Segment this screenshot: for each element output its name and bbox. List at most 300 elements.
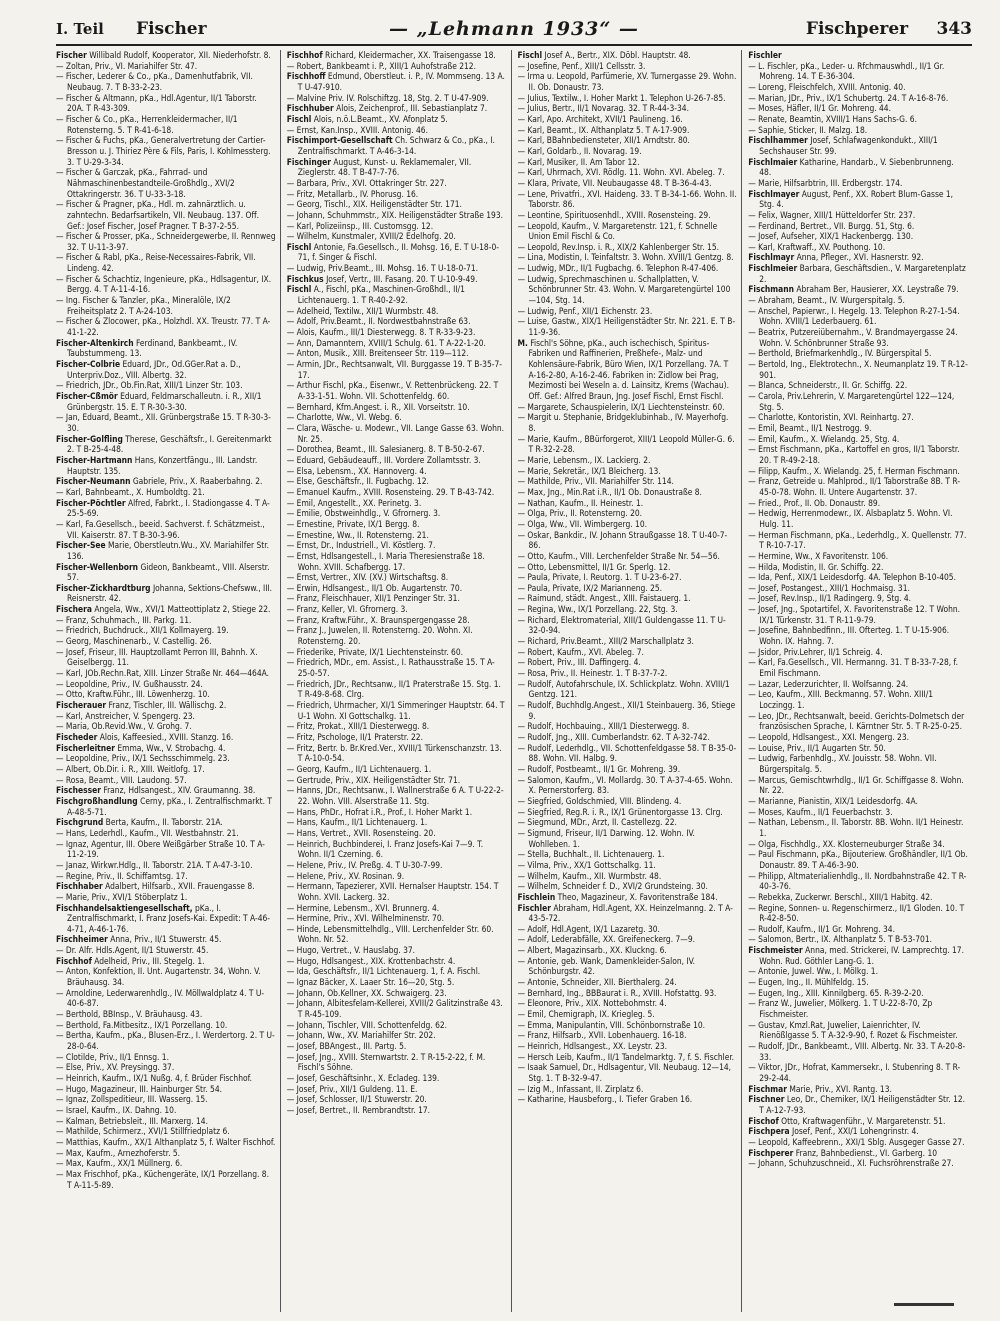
directory-entry: — Sigmund, Friseur, II/1 Darwing. 12. Wohn. IV. Wohlleben. 1.: [517, 827, 695, 849]
directory-entry: — Berthold, Fa.Mitbesitz., IX/1 Porzellang. 10.: [56, 1019, 228, 1030]
directory-entry: — Carola, Priv.Lehrerin, V. Margaretengürtel 122—124, Stg. 5.: [748, 391, 955, 412]
directory-entry: — Felix, Wagner, XIII/1 Hütteldorfer Str. 237.: [748, 209, 916, 220]
directory-entry: — Karl, Anstreicher, V. Spengerg. 23.: [56, 710, 195, 721]
directory-entry: — Karl, Uhrmach, XVI. Rödlg. 11. Wohn. XVI. Abeleg. 7.: [517, 167, 725, 178]
directory-entry: — Rebekka, Zuckerwr. Berschl., XIII/1 Habitg. 42.: [748, 891, 933, 902]
directory-entry: — Emanuel Kaufm., XVIII. Rosensteing. 29. T B-43-742.: [286, 486, 495, 497]
directory-entry: — Salomon, Kaufm., VI. Mollardg. 30. T A-37-4-65. Wohn. X. Pernerstorferg. 83.: [517, 774, 733, 796]
directory-entry: — Dorothea, Beamt., III. Salesianerg. 8. T B-50-2-67.: [286, 444, 485, 455]
directory-entry: — Leo, JDr., Rechtsanwalt, beeid. Gerichts-Dolmetsch der französischen Sprache, I. Kärntner Str. 5. T R-25-0-25.: [748, 710, 965, 732]
directory-entry: — Ernestine, Private, IX/1 Bergg. 8.: [286, 518, 420, 529]
directory-entry: — Hans, Vertret., XVII. Rosensteing. 20.: [286, 827, 436, 838]
directory-entry: — Fischer & Garczak, pKa., Fahrrad- und Nähmaschinenbestandteile-Großhdlg., XVI/2 Ottakringerstr. 36. T U-33-3-18.: [56, 167, 235, 199]
directory-entry: — Josef, Priv., XII/1 Guldeng. 11. E.: [286, 1083, 418, 1094]
directory-entry: Fischer-Zickhardtburg Johanna, Sektions-Chefsww., III. Reisnerstr. 42.: [56, 582, 273, 604]
directory-entry: — Paula, Private, IX/2 Marianneng. 25.: [517, 582, 663, 593]
directory-entry: — Leopold, Kaffeebrenn., XXI/1 Sblg. Ausgeger Gasse 27.: [748, 1136, 965, 1147]
directory-entry: — Fritz, Bertr. b. Br.Kred.Ver., XVIII/1 Türkenschanzstr. 13. T A-10-0-54.: [286, 742, 502, 764]
directory-entry: — Clara, Wäsche- u. Modewr., VII. Lange Gasse 63. Wohn. Nr. 25.: [286, 422, 505, 444]
directory-entry: — Hugo, Magazineur, III. Hainburger Str. 54.: [56, 1083, 223, 1094]
directory-entry: — Eleonore, Priv., XIX. Nottebohmstr. 4.: [517, 998, 667, 1009]
directory-entry: Fischler Abraham, Hdl.Agent, XX. Heinzelmanng. 2. T A-43-5-72.: [517, 902, 733, 924]
directory-entry: — Abraham, Beamt., IV. Wurgerspitalg. 5.: [748, 295, 905, 306]
directory-entry: Fischer-Neumann Gabriele, Priv., X. Raaberbahng. 2.: [56, 476, 263, 487]
directory-entry: — Israel, Kaufm., IX. Dahng. 10.: [56, 1104, 177, 1115]
directory-entry: Fischheimer Anna, Priv., II/1 Stuwerstr. 45.: [56, 934, 222, 945]
directory-entry: — Lene, Privatfri., XVI. Haideng. 33. T B-34-1-66. Wohn. II. Taborstr. 86.: [517, 188, 737, 210]
directory-entry: — Anton, Konfektion, II. Unt. Augartenstr. 34, Wohn. V. Bräuhausg. 34.: [56, 966, 261, 988]
directory-entry: — Leontine, Spirituosenhdl., XVIII. Rosensteing. 29.: [517, 209, 711, 220]
directory-entry: — Marie, Hilfsarbtrin, III. Erdbergstr. 174.: [748, 177, 903, 188]
directory-entry: — Franz, Getreide u. Mahlprod., II/1 Taborstraße 8B. T R-45-0-78. Wohn. II. Untere Augartenstr. 37.: [748, 476, 961, 497]
section-label: I. Teil: [56, 20, 104, 38]
directory-entry: — Karl, Polizeiinsp., III. Customsgg. 12.: [286, 220, 434, 231]
directory-entry: — Zoltan, Priv., VI. Mariahilfer Str. 47.: [56, 60, 198, 71]
right-catchword: Fischperer: [805, 19, 909, 39]
directory-entry: — Hanns, JDr., Rechtsanw., I. Wallnerstraße 6 A. T U-22-2-22. Wohn. VIII. Alserstraße 11. Stg.: [286, 785, 504, 806]
directory-entry: — Johann, Ww., XV. Mariahilfer Str. 202.: [286, 1030, 436, 1041]
directory-entry: Fischl Alois, n.ö.L.Beamt., XV. Afonplatz 5.: [286, 113, 448, 124]
directory-entry: — Friedrich, Buchdruck., XII/1 Kollmayerg. 19.: [56, 625, 229, 636]
directory-entry: — Friedrich, JDr., Ob.Fin.Rat, XIII/1 Linzer Str. 103.: [56, 380, 243, 391]
directory-entry: — Rudolf, Jng., XIII. Cumberlandstr. 62. T A-32-742.: [517, 732, 710, 742]
directory-entry: — Eugen, Ing., XIII. Kinnilgberg. 65. R-39-2-20.: [748, 987, 924, 998]
directory-entry: — Otto, Kaufm., VIII. Lerchenfelder Straße Nr. 54—56.: [517, 550, 720, 561]
directory-entry: — Hermine, Priv., XVI. Wilhelminenstr. 70.: [286, 913, 445, 924]
directory-entry: Fischer Willibald Rudolf, Kooperator, XII. Niederhofstr. 8.: [56, 50, 271, 60]
directory-entry: — Filipp, Kaufm., X. Wielandg. 25, f. Herman Fischmann.: [748, 465, 960, 476]
directory-entry: — Josef, Aufseher, XIX/1 Hackenbergg. 130.: [748, 231, 914, 242]
directory-entry: Fischmeister Anna, med. Strickerei, IV. Lamprechtg. 17. Wohn. Rud. Göthler Lang-G. 1.: [748, 945, 964, 966]
directory-entry: — Klara, Private, VII. Neubaugasse 48. T B-36-4-43.: [517, 177, 712, 188]
directory-entry: Fischl A., Fischl, pKa., Maschinen-Großhdl., II/1 Lichtenauerg. 1. T R-40-2-92.: [286, 284, 465, 306]
directory-entry: — Leopold, Kaufm., V. Margaretenstr. 121, f. Schnelle Union Emil Fischl & Co.: [517, 220, 718, 242]
directory-entry: — Hans, Kaufm., II/1 Lichtenauerg. 1.: [286, 817, 428, 828]
directory-entry: — Heinrich, Kaufm., IX/1 Nußg. 4, f. Brüder Fischhof.: [56, 1073, 253, 1083]
directory-entry: — Ludwig, Sprechmaschinen u. Schallplatten, V. Schönbrunner Str. 43. Wohn. V. Margaretengürtel 100—104, Stg. 14.: [517, 273, 731, 306]
directory-entry: — Ludwig, Farbenhdlg., XV. Jouisstr. 58. Wohn. VII. Bürgerspitalg. 5.: [748, 753, 937, 774]
directory-entry: — Eduard, Gebäudeauff., III. Vordere Zollamtsstr. 3.: [286, 454, 481, 465]
directory-entry: — Hugo, Vertret., V. Hauslabg. 37.: [286, 945, 416, 956]
directory-entry: Fischerleitner Emma, Ww., V. Strobachg. 4.: [56, 742, 226, 753]
directory-entry: Fischgrund Berta, Kaufm., II. Taborstr. 21A.: [56, 817, 223, 828]
directory-entry: — Johann, Schuhzuschneid., XI. Fuchsröhrenstraße 27.: [748, 1158, 954, 1169]
directory-entry: — Karl, Musiker, II. Am Tabor 12.: [517, 156, 640, 167]
directory-entry: Fischlmaier Katharine, Handarb., V. Siebenbrunneng. 48.: [748, 156, 954, 178]
directory-entry: — Nathan, Lebensm., II. Taborstr. 8B. Wohn. II/1 Heinestr. 1.: [748, 817, 964, 838]
directory-entry: — Helene, Priv., XV. Rosinan. 9.: [286, 870, 405, 881]
directory-entry: — Ernst, Dr., Industriell., VI. Köstlerg. 7.: [286, 540, 436, 551]
directory-entry: — Bertha, Kaufm., pKa., Blusen-Erz., I. Werdertorg. 2. T U-28-0-64.: [56, 1030, 275, 1052]
directory-entry: — Fischer & Zlocower, pKa., Holzhdl. XX. Treustr. 77. T A-41-1-22.: [56, 316, 271, 338]
directory-entry: — Maria, Ob.Revid.Ww., V. Grohg. 7.: [56, 721, 192, 732]
directory-entry: — Emma, Manipulantin, VIII. Schönbornstraße 10.: [517, 1019, 706, 1030]
directory-entry: — Siegmund, MDr., Arzt, II. Castellezg. 22.: [517, 817, 677, 828]
directory-entry: Fischner Leo, Dr., Chemiker, IX/1 Heiligenstädter Str. 12. T A-12-7-93.: [748, 1094, 966, 1115]
column-4: [748, 50, 972, 1312]
directory-entry: — Karl, Fa.Gesellsch., VII. Hermanng. 31. T B-33-7-28, f. Emil Fischmann.: [748, 657, 958, 679]
directory-entry: — Hans, PhDr., Hofrat i.R., Prof., I. Hoher Markt 1.: [286, 806, 473, 817]
directory-entry: Fischlhammer Josef, Schlafwagenkondukt., XIII/1 Sechshauser Str. 99.: [748, 135, 938, 156]
directory-entry: — Rudolf, Lederhdlg., VII. Schottenfeldgasse 58. T B-35-0-88. Wohn. VII. Halbg. 9.: [517, 742, 737, 764]
directory-entry: — Ing. Fischer & Tanzler, pKa., Mineralöle, IX/2 Freiheitsplatz 2. T A-24-103.: [56, 295, 231, 316]
column-3: [518, 50, 743, 1312]
directory-entry: — Bernhard, Ing., BBBaurat i. R., XVIII. Hofstattg. 93.: [517, 987, 717, 998]
directory-entry: — Josef, Jng., XVIII. Sternwartstr. 2. T R-15-2-22, f. M. Fischl's Söhne.: [286, 1051, 486, 1073]
directory-entry: — Adolf, Priv.Beamt., II. Nordwestbahnstraße 63.: [286, 316, 471, 327]
directory-entry: Fischer-Pöchtler Alfred, Fabrkt., I. Stadiongasse 4. T A-25-5-69.: [56, 497, 270, 519]
directory-entry: M. Fischl's Söhne, pKa., auch ischechisch, Spiritus-Fabriken und Raffinerien, Preßhefe-, Malz- und Kohlensäure-Fabrik, Büro Wien, IX/1 Porzellang. 7A. T A-16-2-80, A-16-2-46. Fabriken in: Zidlow bei Prag, Mezimosti bei Weseln a. d. Lainsitz, Krems (Wachau). Off. Gef.: Alfred Braun, Jng. Josef Fischl, Ernst Fischl.: [517, 337, 729, 401]
directory-entry: Fischera Angela, Ww., XVI/1 Matteottiplatz 2, Stiege 22.: [56, 604, 271, 615]
directory-entry: — Marie, Sekretär., IX/1 Bleicherg. 13.: [517, 465, 661, 476]
directory-entry: — Josef, Rev.Insp., II/1 Radingerg. 9, Stg. 4.: [748, 593, 912, 604]
directory-entry: Fischkus Josef, Vertr., III. Fasang. 20. T U-10-9-49.: [286, 273, 478, 284]
directory-entry: — Georg, Tischl., XIX. Heiligenstädter Str. 171.: [286, 199, 462, 210]
directory-entry: — L. Fischler, pKa., Leder- u. Rfchmauswhdl., II/1 Gr. Mohreng. 14. T E-36-304.: [748, 60, 945, 82]
directory-entry: — Emil, Chemigraph, IX. Kriegleg. 5.: [517, 1009, 655, 1020]
directory-entry: — Rudolf, Kaufm., II/1 Gr. Mohreng. 34.: [748, 923, 895, 934]
directory-entry: — Stella, Buchhalt., II. Lichtenauerg. 1.: [517, 849, 665, 860]
directory-entry: — Malvine Priv. IV. Rolschiftzg. 18, Stg. 2. T U-47-909.: [286, 92, 489, 103]
directory-entry: — Olga, Fischhdlg., XX. Klosterneuburger Straße 34.: [748, 838, 945, 849]
directory-entry: — Karl, Goldarb., II. Novarag. 19.: [517, 145, 642, 156]
directory-entry: — Johann, Albitesfelam-Kellerei, XVIII/2 Galitzinstraße 43. T R-45-109.: [286, 998, 503, 1020]
directory-entry: — Georg, Kaufm., II/1 Lichtenauerg. 1.: [286, 763, 432, 774]
directory-entry: — Ernst, Vertrer., XIV. (XV.) Wirtschaftsg. 8.: [286, 572, 449, 583]
directory-entry: — Hilda, Modistin, II. Gr. Schiffg. 22.: [748, 561, 884, 572]
directory-entry: — Julius, Textilw., I. Hoher Markt 1. Telephon U-26-7-85.: [517, 92, 726, 103]
directory-entry: — Arthur Fischl, pKa., Eisenwr., V. Rettenbrückeng. 22. T A-33-1-51. Wohn. VII. Schottenfeldg. 60.: [286, 380, 499, 401]
directory-entry: — Bernhard, Kfm.Angest. i. R., XII. Vorseitstr. 10.: [286, 401, 470, 412]
directory-entry: — Loreng, Fleischfelch, XVIII. Antonig. 40.: [748, 81, 906, 92]
directory-entry: — Luise, Gastw., XIX/1 Heiligenstädter Str. Nr. 221. E. T B-11-9-36.: [517, 316, 736, 338]
directory-entry: — Fritz, Pschologe, II/1 Praterstr. 22.: [286, 732, 423, 742]
directory-entry: — Josefine, Penf., XIII/1 Cellsstr. 3.: [517, 60, 646, 71]
directory-entry: — Mathilde, Priv., VII. Mariahilfer Str. 114.: [517, 476, 674, 487]
directory-entry: — Ann, Damanntern, XVIII/1 Schulg. 61. T A-22-1-20.: [286, 337, 486, 348]
directory-entry: — Max, Kaufm., Arnezhoferstr. 5.: [56, 1147, 181, 1158]
directory-entry: — Renate, Beamtin, XVIII/1 Hans Sachs-G. 6.: [748, 113, 917, 124]
directory-entry: — Friederike, Private, IX/1 Liechtensteinstr. 60.: [286, 646, 464, 657]
directory-entry: — Marie, Priv., XVI/1 Stöberplatz 1.: [56, 891, 188, 902]
directory-entry: — Rudolf, Postbeamt., II/1 Gr. Mohreng. 39.: [517, 763, 681, 774]
directory-entry: — Josef, Geschäftsinhr., X. Ecladeg. 139.: [286, 1073, 440, 1083]
directory-entry: Fischlmayr Anna, Pfleger., XVI. Hasnerstr. 92.: [748, 252, 924, 263]
directory-entry: — Josef, Postangest., XIII/1 Hochmaisg. 31.: [748, 582, 910, 593]
directory-entry: Fischhuber Alois, Zeichenprof., III. Sebastianplatz 7.: [286, 103, 488, 114]
directory-entry: — Janaz, Wirkwr.Hdlg., II. Taborstr. 21A. T A-47-3-10.: [56, 859, 253, 870]
directory-entry: — Emil, Kaufm., X. Wielandg. 25, Stg. 4.: [748, 433, 900, 444]
directory-entry: — Nathan, Kaufm., II. Heinestr. 1.: [517, 497, 644, 508]
directory-entry: — Blanca, Schneiderstr., II. Gr. Schiffg. 22.: [748, 380, 908, 391]
directory-entry: — Franz, Hilfsarb., XVII. Lobenhauerg. 16-18.: [517, 1030, 687, 1041]
directory-entry: — Richard, Elektromaterial, XIII/1 Guldengasse 11. T U-32-0-94.: [517, 614, 726, 636]
directory-entry: — Robert, Bankbeamt i. P., XIII/1 Auhofstraße 212.: [286, 60, 476, 71]
directory-entry: — Izig M., Infassant, II. Zirplatz 6.: [517, 1083, 644, 1094]
directory-entry: — Robert, Priv., III. Daffingerg. 4.: [517, 657, 641, 668]
directory-entry: — Fischer & Prosser, pKa., Schneidergewerbe, II. Rennweg 32. T U-11-3-97.: [56, 231, 276, 252]
directory-entry: — Max, Kaufm., XX/1 Müllnerg. 6.: [56, 1158, 183, 1169]
directory-entry: — Hinde, Lebensmittelhdlg., VIII. Lerchenfelder Str. 60. Wohn. Nr. 52.: [286, 923, 494, 945]
directory-entry: Fischesser Franz, Hdlsangest., XIV. Graumanng. 38.: [56, 785, 256, 796]
directory-entry: — Katharine, Hausbeforg., I. Tiefer Graben 16.: [517, 1094, 693, 1105]
directory-entry: — Fischer & Co., pKa., Herrenkleidermacher, II/1 Rotensterng. 5. T R-41-6-18.: [56, 113, 238, 135]
directory-entry: — Adelheid, Textilw., XII/1 Wurmbstr. 48.: [286, 305, 439, 316]
directory-entry: — Marian, JDr., Priv., IX/1 Schubertg. 24. T A-16-8-76.: [748, 92, 949, 103]
directory-entry: — Olga, Priv., II. Rotensterng. 20.: [517, 508, 643, 519]
directory-entry: — Siegfried, Goldschmied, VIII. Blindeng. 4.: [517, 795, 682, 806]
column-2: [287, 50, 512, 1312]
left-catchword: Fischer: [136, 19, 207, 39]
directory-entry: — Jsidor, Priv.Lehrer, II/1 Schreig. 4.: [748, 646, 883, 657]
directory-entry: — Isaak Samuel, Dr., Hdlsagentur, VII. Neubaug. 12—14, Stg. 1. T B-32-9-47.: [517, 1062, 732, 1083]
directory-entry: — Dr. Alfr. Hdls.Agent, II/1 Stuwerstr. 45.: [56, 945, 209, 956]
directory-entry: — Moses, Kaufm., II/1 Feuerbachstr. 3.: [748, 806, 893, 817]
page-title: — „Lehmann 1933“ —: [389, 18, 639, 40]
directory-entry: — Karl, BBahnbediensteter, XII/1 Arndtstr. 80.: [517, 135, 690, 146]
directory-entry: Fischhof Adelheid, Priv., III. Stegelg. 1.: [56, 955, 205, 966]
end-rule: [894, 1303, 954, 1306]
directory-entry: — Heinrich, Hdlsangest., XX. Leystr. 23.: [517, 1041, 668, 1052]
directory-entry: — Wilhelm, Kunstmaler, XVIII/2 Edelhofg. 20.: [286, 231, 456, 242]
directory-entry: — Friedrich, Uhrmacher, XI/1 Simmeringer Hauptstr. 64. T U-1 Wohn. XI Gottschalkg. 11.: [286, 700, 505, 721]
directory-entry: — Johann, Schuhmmstr., XIX. Heiligenstädter Straße 193.: [286, 209, 504, 220]
directory-entry: — Karl, Bahnbeamt., X. Humboldtg. 21.: [56, 486, 205, 497]
directory-entry: — Friedrich, MDr., em. Assist., I. Rathausstraße 15. T A-25-0-57.: [286, 657, 495, 679]
page-number: 343: [936, 19, 972, 39]
directory-entry: — Hermann, Tapezierer, XVII. Hernalser Hauptstr. 154. T Wohn. XVII. Lackerg. 32.: [286, 881, 499, 902]
directory-entry: — Julius, Bertr., II/1 Novarag. 32. T R-44-3-34.: [517, 103, 689, 114]
directory-entry: — Arnoldine, Lederwarenhdlg., IV. Möllwaldplatz 4. T U-40-6-87.: [56, 987, 265, 1009]
directory-entry: — Adolf, Hdl.Agent, IX/1 Lazaretg. 30.: [517, 923, 660, 934]
directory-entry: Fischinger August, Kunst- u. Reklamemaler, VII. Zieglerstr. 48. T B-47-7-76.: [286, 156, 472, 178]
directory-entry: Fischlmayer August, Penf., XX. Robert Blum-Gasse 1, Stg. 4.: [748, 188, 954, 210]
directory-entry: — Barbara, Priv., XVI. Ottakringer Str. 227.: [286, 177, 447, 188]
directory-entry: — Karl, Apo. Architekt, XVII/1 Paulineng. 16.: [517, 113, 683, 124]
directory-entry: — Marianne, Pianistin, XIX/1 Leidesdorfg. 4A.: [748, 795, 918, 806]
page-header: [56, 14, 972, 46]
directory-entry: — Ignaz Bäcker, X. Laaer Str. 16—20, Stg. 5.: [286, 977, 455, 988]
directory-entry: — Richard, Priv.Beamt., XIII/2 Marschallplatz 3.: [517, 636, 694, 647]
directory-entry: Fischerauer Franz, Tischler, III. Wällischg. 2.: [56, 700, 227, 711]
directory-entry: Fischler: [748, 50, 782, 60]
directory-entry: — Vilma, Priv., XX/1 Gottschalkg. 11.: [517, 859, 656, 870]
directory-entry: — Ernestine, Ww., II. Rotensterng. 21.: [286, 529, 429, 540]
directory-entry: — Fischer & Pragner, pKa., Hdl. m. zahnärztlich. u. zahntechn. Bedarfsartikeln, VII. Neubaug. 137. Off. Gef.: Josef Fischer, Josef Pragner. T B-37-2-55.: [56, 199, 260, 231]
directory-entry: — Else, Geschäftsfr., II. Fugbachg. 12.: [286, 476, 429, 487]
directory-entry: — Ernst, Kan.Insp., XVIII. Antonig. 46.: [286, 124, 428, 135]
directory-entry: — Emil, Beamt., II/1 Nestrogg. 9.: [748, 422, 872, 433]
directory-entry: — Matthias, Kaufm., XX/1 Althanplatz 5, f. Walter Fischhof.: [56, 1136, 276, 1147]
directory-entry: — Josef, Jng., Spotartifel, X. Favoritenstraße 12. T Wohn. IX/1 Türkenstr. 31. T R-11-9-79.: [748, 604, 961, 625]
directory-entry: — Albert, Magazinsarb., XX. Kluckng. 6.: [517, 945, 667, 956]
directory-entry: — Friedrich, JDr., Rechtsanw., II/1 Praterstraße 15. Stg. 1. T R-49-8-68. Clrg.: [286, 678, 501, 700]
directory-entry: — Paul Fischmann, pKa., Bijouteriew. Großhändler, II/1 Ob. Donaustr. 89. T A-46-3-90.: [748, 849, 968, 870]
directory-entry: — Irma u. Leopold, Parfümerie, XV. Turnergasse 29. Wohn. II. Ob. Donaustr. 73.: [517, 71, 737, 92]
directory-entry: — Johann, Ob.Kellner, XX. Schwaigerg. 23.: [286, 987, 447, 998]
directory-entry: — Adolf, Lederabfälle, XX. Greifeneckerg. 7—9.: [517, 934, 696, 945]
directory-entry: — Margit u. Stephanie, Bridgeklubinhab., IV. Mayerhofg. 8.: [517, 412, 729, 433]
directory-entry: — Antonie, Schneider, XII. Bierthalerg. 24.: [517, 977, 677, 988]
directory-entry: Fischer-Colbrie Eduard, JDr., Od.GGer.Rat a. D., Unterpriv.Doz., VIII. Albertg. 32.: [56, 359, 241, 380]
directory-entry: — Jan, Eduard, Beamt., XII. Grünbergstraße 15. T R-30-3-30.: [56, 412, 271, 433]
directory-entry: — Rudolf, Autofahrschule, IX. Schlickplatz. Wohn. XVIII/1 Gentzg. 121.: [517, 678, 730, 700]
directory-entry: — Leopoldine, Priv., IX/1 Sechsschimmelg. 23.: [56, 753, 230, 764]
directory-entry: — Leopoldine, Priv., IV. Gußhausstr. 24.: [56, 678, 203, 689]
directory-entry: — Regine, Priv., II. Schiffamtsg. 17.: [56, 870, 188, 881]
directory-entry: — Ferdinand, Bertret., VII. Burgg. 51, Stg. 6.: [748, 220, 915, 231]
directory-entry: — Ignaz, Zollspeditieur, III. Wasserg. 15.: [56, 1094, 208, 1105]
directory-entry: Fischeder Alois, Kaffeesied., XVIII. Stanzg. 16.: [56, 732, 234, 742]
directory-entry: — Raimund, städt. Angest., XIII. Faistauerg. 1.: [517, 593, 691, 604]
directory-entry: Fischlein Theo, Magazineur, X. Favoritenstraße 184.: [517, 891, 718, 902]
directory-entry: — Helene, Priv., IV. Preßg. 4. T U-30-7-99.: [286, 859, 443, 870]
directory-entry: — Rudolf, JDr., Bankbeamt., VIII. Albertg. Nr. 33. T A-20-8-33.: [748, 1041, 966, 1062]
directory-entry: — Lazar, Lederzurichter, II. Wolfsanng. 24.: [748, 678, 909, 689]
directory-entry: — Hedwig, Herrenmodewr., IX. Alsbaplatz 5. Wohn. VI. Hulg. 11.: [748, 508, 953, 529]
directory-entry: Fischlmeier Barbara, Geschäftsdien., V. Margaretenplatz 2.: [748, 263, 966, 284]
directory-entry: — Marcus, Gemischtwrhdlg., II/1 Gr. Schiffgasse 8. Wohn. Nr. 22.: [748, 774, 964, 796]
directory-entry: Fischer-Wellenborn Gideon, Bankbeamt., VIII. Alserstr. 57.: [56, 561, 270, 583]
directory-entry: — Antonie, geb. Wank, Damenkleider-Salon, IV. Schönburgstr. 42.: [517, 955, 696, 977]
directory-entry: Fischperer Franz, Bahnbedienst., VI. Garberg. 10: [748, 1147, 938, 1158]
directory-entry: — Emil, Angestellt., XX. Perinetg. 3.: [286, 497, 422, 508]
directory-entry: Fischl Antonie, Fa.Gesellsch., II. Mohsg. 16, E. T U-18-0-71, f. Singer & Fischl.: [286, 241, 499, 263]
directory-entry: — Leo, Kaufm., XIII. Beckmanng. 57. Wohn. XIII/1 Loczingg. 1.: [748, 689, 934, 711]
directory-entry: — Rudolf, Hochbauing., XIII/1 Diesterwegg. 8.: [517, 721, 690, 732]
directory-entry: Fischgroßhandlung Cerny, pKa., I. Zentralfischmarkt. T A-48-5-71.: [56, 795, 272, 817]
directory-entry: — Franz, Fleischhauer, XII/1 Penzinger Str. 31.: [286, 593, 460, 604]
directory-entry: — Marie, Lebensm., IX. Lackierg. 2.: [517, 454, 651, 465]
directory-entry: — Ignaz, Agentur, III. Obere Weißgärber Straße 10. T A-11-2-19.: [56, 838, 265, 860]
directory-entry: — Otto, Kraftw.Führ., III. Löwenherzg. 10.: [56, 689, 210, 700]
directory-entry: — Fischer & Fuchs, pKa., Generalvertretung der Cartier-Bresson u. J. Thiriez Père & Fils, Paris, I. Kohlmessterg. 3. T U-29-3-34.: [56, 135, 271, 167]
directory-entry: — Moses, Häfler, II/1 Gr. Mohreng. 44.: [748, 103, 891, 114]
directory-entry: — Saphie, Sticker, II. Malzg. 18.: [748, 124, 868, 135]
directory-entry: — Karl, Fa.Gesellsch., beeid. Sachverst. f. Schätzmeist., VII. Kaiserstr. 87. T B-30-3-96.: [56, 518, 265, 540]
directory-entry: — Hans, Lederhdl., Kaufm., VII. Westbahnstr. 21.: [56, 827, 239, 838]
directory-entry: — Lina, Modistin, I. Teinfaltstr. 3. Wohn. XVIII/1 Gentzg. 8.: [517, 252, 734, 263]
directory-entry: — Gustav, Kmzl.Rat, Juwelier, Laienrichter, IV. Rienößlgasse 5. T A-32-9-90, f. Rozet & Fischmeister.: [748, 1019, 958, 1041]
directory-entry: — Oskar, Bankdir., IV. Johann Straußgasse 18. T U-40-7-86.: [517, 529, 728, 551]
directory-entry: — Josef, Bertret., II. Rembrandtstr. 17.: [286, 1104, 431, 1115]
directory-entry: — Robert, Kaufm., XVI. Abeleg. 7.: [517, 646, 644, 657]
directory-entry: — Karl, JOb.Rechn.Rat, XIII. Linzer Straße Nr. 464—464A.: [56, 668, 270, 679]
directory-entry: — Salomon, Bertr., IX. Althanplatz 5. T B-53-701.: [748, 934, 933, 945]
directory-entry: — Hermine, Lebensm., XVI. Brunnerg. 4.: [286, 902, 440, 913]
directory-entry: — Franz, Kraftw.Führ., X. Braunspergengasse 28.: [286, 614, 470, 625]
directory-entry: — Marie, Kaufm., BBürforgerot, XIII/1 Leopold Müller-G. 6. T R-32-2-28.: [517, 433, 735, 455]
directory-entry: — Josef, BBAngest., III. Partg. 5.: [286, 1041, 407, 1052]
directory-entry: Fischer-Altenkirch Ferdinand, Bankbeamt., IV. Taubstummeng. 13.: [56, 337, 238, 359]
directory-entry: Fischhaber Adalbert, Hilfsarb., XVII. Frauengasse 8.: [56, 881, 255, 892]
column-1: [56, 50, 281, 1312]
directory-entry: — Ludwig, Penf., XII/1 Eichenstr. 23.: [517, 305, 653, 316]
directory-entry: Fischpera Josef, Penf., XXI/1 Lohengrinstr. 4.: [748, 1126, 919, 1137]
directory-entry: — Charlotte, Ww., VI. Webg. 6.: [286, 412, 402, 423]
directory-entry: — Franz W., Juwelier, Mölkerg. 1. T U-22-8-70, Zp Fischmeister.: [748, 998, 933, 1020]
directory-entry: — Viktor, JDr., Hofrat, Kammersekr., I. Stubenring 8. T R-29-2-44.: [748, 1062, 961, 1083]
directory-entry: — Max, Jng., Min.Rat i.R., II/1 Ob. Donaustraße 8.: [517, 486, 702, 497]
directory-entry: — Regine, Sonnen- u. Regenschirmerz., II/1 Gloden. 10. T R-42-8-50.: [748, 902, 965, 924]
directory-entry: — Leopold, Rev.Insp. i. R., XIX/2 Kahlenberger Str. 15.: [517, 241, 720, 252]
directory-entry: — Hermine, Ww., X Favoritenstr. 106.: [748, 550, 889, 561]
directory-entry: — Emilie, Obstweinhdlg., V. Gfrornerg. 3.: [286, 508, 441, 519]
directory-entry: — Alois, Kaufm., III/1 Diesterwegg. 8. T R-33-9-23.: [286, 327, 476, 338]
directory-entry: Fischer-See Marie, Oberstleutn.Wu., XV. Mariahilfer Str. 136.: [56, 540, 269, 561]
directory-entry: — Hugo, Hdlsangest., XIX. Krottenbachstr. 4.: [286, 955, 456, 966]
directory-entry: — Fischer & Schachtiz, Ingenieure, pKa., Hdlsagentur, IX. Bergg. 4. T A-11-4-16.: [56, 273, 272, 295]
directory-entry: — Beatrix, Putzereiübernahm., V. Brandmayergasse 24. Wohn. V. Schönbrunner Straße 93.: [748, 327, 958, 348]
directory-entry: — Ida, Penf., XIX/1 Leidesdorfg. 4A. Telephon B-10-405.: [748, 572, 956, 583]
directory-entry: — Erwin, Hdlsangest., II/1 Ob. Augartenstr. 70.: [286, 582, 463, 593]
directory-entry: — Franz, Schuhmach., III. Parkg. 11.: [56, 614, 192, 625]
directory-entry: Fischhandelsaktiengesellschaft, pKa., I. Zentralfischmarkt, I. Franz Josefs-Kai. Expedit: T A-46-4-71, A-46-1-76.: [56, 902, 271, 934]
directory-entry: — Philipp, Altmaterialienhdlg., II. Nordbahnstraße 42. T R-40-3-76.: [748, 870, 967, 892]
directory-entry: — Georg, Maschinenarb., V. Castellig. 26.: [56, 636, 212, 647]
directory-entry: — Ida, Geschäftsfr., II/1 Lichtenauerg. 1, f. A. Fischl.: [286, 966, 481, 977]
directory-entry: — Leopold, Hdlsangest., XXI. Mengerg. 23.: [748, 732, 910, 742]
directory-entry: — Fritz, Metallarb., IV. Phorusg. 16.: [286, 188, 419, 199]
directory-entry: Fischer-Cßmör Eduard, Feldmarschalleutn. i. R., XII/1 Grünbergstr. 15. E. T R-30-3-30.: [56, 391, 262, 412]
directory-entry: — Heinrich, Buchbinderei, I. Franz Josefs-Kai 7—9. T. Wohn. II/1 Czerning. 6.: [286, 838, 484, 860]
directory-entry: — Kalman, Betriebsleit., III. Marxerg. 14.: [56, 1115, 208, 1126]
directory-entry: — Margarete, Schauspielerin, IX/1 Liechtensteinstr. 60.: [517, 401, 725, 412]
directory-entry: — Josefine, Bahnbedfinn., III. Ofterteg. 1. T U-15-906. Wohn. IX. Hahng. 7.: [748, 625, 950, 647]
directory-entry: — Ernst Fischmann, pKa., Kartoffel en gros, II/1 Taborstr. 20. T R-49-2-18.: [748, 444, 960, 465]
directory-entry: — Fritz, Prokat., XIII/1 Diesterwegg. 8.: [286, 721, 430, 732]
directory-entry: Fischer-Golfling Therese, Geschäftsfr., I. Gereitenmarkt 2. T B-25-4-48.: [56, 433, 272, 455]
directory-entry: — Elsa, Lebensm., XX. Hannoverg. 4.: [286, 465, 427, 476]
directory-entry: — Berthold, BBInsp., V. Bräuhausg. 43.: [56, 1009, 203, 1020]
directory-entry: — Louise, Priv., II/1 Augarten Str. 50.: [748, 742, 886, 753]
directory-entry: — Bertold, Ing., Elektrotechn., X. Neumanplatz 19. T R-12-901.: [748, 359, 968, 380]
directory-entry: — Josef, Schlosser, II/1 Stuwerstr. 20.: [286, 1094, 427, 1105]
columns-container: [56, 50, 972, 1312]
directory-entry: — Franz, Keller, VI. Gfrornerg. 3.: [286, 604, 408, 615]
directory-entry: — Rosa, Priv., II. Heinestr. 1. T B-37-7-2.: [517, 668, 668, 679]
directory-entry: — Hersch Leib, Kaufm., II/1 Tandelmarktg. 7, f. S. Fischler.: [517, 1051, 735, 1062]
directory-entry: — Rudolf, Buchhdlg.Angest., XII/1 Steinbauerg. 36, Stiege 9.: [517, 700, 736, 721]
directory-entry: Fischer-Hartmann Hans, Konzertfängu., III. Landstr. Hauptstr. 135.: [56, 454, 258, 476]
directory-entry: — Berthold, Briefmarkenhdlg., IV. Bürgerspital 5.: [748, 348, 932, 359]
directory-entry: — Max Frischhof, pKa., Küchengeräte, IX/1 Porzellang. 8. T A-11-5-89.: [56, 1168, 269, 1190]
directory-entry: — Karl, Kraftwaff., XV. Pouthong. 10.: [748, 241, 886, 252]
directory-entry: — Ernst, Hdlsangestell., I. Maria Theresienstraße 18. Wohn. XVIII. Schafbergg. 17.: [286, 550, 485, 572]
directory-entry: — Wilhelm, Schneider f. D., XVI/2 Grundsteing. 30.: [517, 881, 708, 892]
directory-entry: Fischhof Richard, Kleidermacher, XX. Traisengasse 18.: [286, 50, 496, 60]
directory-entry: — Siegfried, Reg.R. i. R., IX/1 Grünentorgasse 13. Clrg.: [517, 806, 723, 817]
directory-entry: — Fischer & Altmann, pKa., Hdl.Agentur, II/1 Taborstr. 20A. T R-43-309.: [56, 92, 257, 114]
directory-entry: Fischmar Marie, Priv., XVI. Rantg. 13.: [748, 1083, 892, 1094]
directory-entry: — Clotilde, Priv., II/1 Ennsg. 1.: [56, 1051, 169, 1062]
directory-entry: Fischof Otto, Kraftwagenführ., V. Margaretenstr. 51.: [748, 1115, 946, 1126]
directory-entry: — Josef, Friseur, III. Hauptzollamt Perron III, Bahnh. X. Geiselbergg. 11.: [56, 646, 258, 668]
directory-entry: — Anschel, Papierwr., I. Hegelg. 13. Telephon R-27-1-54. Wohn. XVIII/1 Lederbauerg. 61.: [748, 305, 960, 327]
directory-entry: — Eugen, Ing., II. Mühlfeldg. 15.: [748, 977, 869, 988]
directory-entry: — Otto, Lebensmittel, II/1 Gr. Sperlg. 12.: [517, 561, 671, 572]
directory-entry: — Charlotte, Kontoristin, XVI. Reinhartg. 27.: [748, 412, 914, 423]
directory-entry: — Wilhelm, Kaufm., XII. Wurmbstr. 48.: [517, 870, 662, 881]
directory-entry: — Else, Priv., XV. Preysingg. 37.: [56, 1062, 175, 1073]
directory-entry: Fischmann Abraham Ber, Hausierer, XX. Leystraße 79.: [748, 284, 959, 295]
directory-entry: — Armin, JDr., Rechtsanwalt, VII. Burggasse 19. T B-35-7-17.: [286, 359, 503, 380]
directory-entry: — Albert, Ob.Dir. i. R., XIII. Weitlofg. 17.: [56, 763, 205, 774]
directory-entry: — Regina, Ww., IX/1 Porzellang. 22, Stg. 3.: [517, 604, 678, 615]
directory-entry: — Olga, Ww., VII. Wimbergerg. 10.: [517, 518, 648, 529]
directory-entry: — Ludwig, Priv.Beamt., III. Mohsg. 16. T U-18-0-71.: [286, 263, 479, 274]
directory-entry: — Fried., Prof., II. Ob. Donaustr. 89.: [748, 497, 881, 508]
